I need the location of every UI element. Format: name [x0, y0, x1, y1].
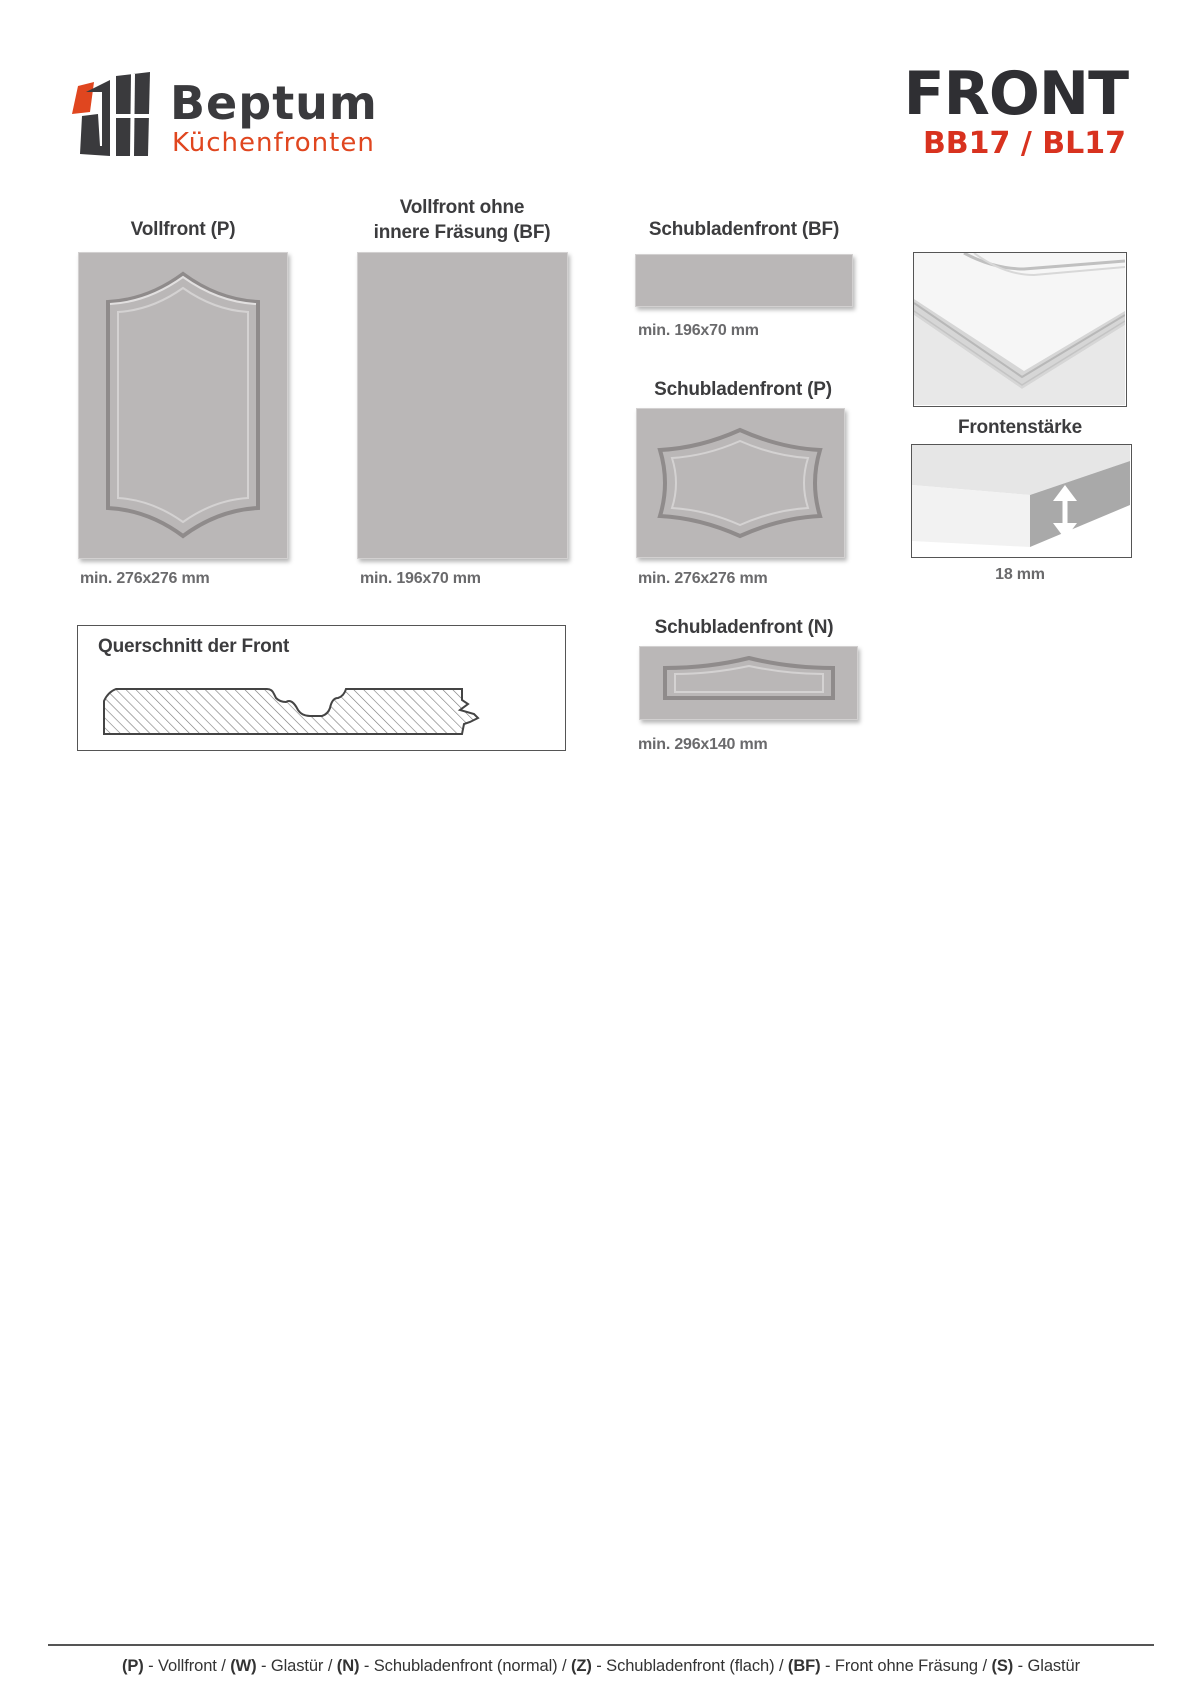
cross-section-box	[77, 625, 566, 751]
thickness-value: 18 mm	[995, 566, 1045, 583]
profile-detail-image	[913, 252, 1127, 407]
legend-code: (N)	[336, 1657, 360, 1675]
page-title: FRONT	[903, 59, 1128, 129]
legend-label: - Schubladenfront (normal) /	[359, 1657, 572, 1675]
brand-name: Beptum	[170, 76, 378, 130]
cross-section-profile	[102, 676, 502, 736]
schublade-bf-title: Schubladenfront (BF)	[648, 219, 840, 240]
vollfront-bf-panel	[357, 252, 568, 559]
schublade-n-min-size: min. 296x140 mm	[638, 736, 768, 753]
legend-label: - Glastür	[1013, 1657, 1081, 1675]
logo-mark-icon	[72, 72, 158, 158]
legend-label: - Front ohne Fräsung /	[820, 1657, 992, 1675]
schublade-p-min-size: min. 276x276 mm	[638, 570, 768, 587]
legend-code: (P)	[121, 1657, 144, 1675]
vollfront-p-title: Vollfront (P)	[130, 219, 236, 240]
thickness-image	[911, 444, 1132, 558]
schublade-p-panel	[636, 408, 845, 558]
vollfront-bf-min-size: min. 196x70 mm	[360, 570, 481, 587]
legend-code: (Z)	[571, 1657, 592, 1675]
footer-divider	[48, 1644, 1154, 1646]
schublade-bf-panel	[635, 254, 853, 307]
schublade-bf-min-size: min. 196x70 mm	[638, 322, 759, 339]
thickness-title: Frontenstärke	[957, 417, 1083, 438]
model-code: BB17 / BL17	[922, 126, 1126, 161]
schublade-p-title: Schubladenfront (P)	[654, 379, 832, 400]
cross-section-title: Querschnitt der Front	[98, 636, 290, 657]
legend-code: (S)	[991, 1657, 1014, 1675]
schublade-n-title: Schubladenfront (N)	[654, 617, 834, 638]
logo	[72, 72, 382, 158]
brand-subtitle: Küchenfronten	[172, 128, 375, 158]
vollfront-bf-title-line2: innere Fräsung (BF)	[373, 222, 551, 243]
vollfront-p-panel	[78, 252, 288, 559]
legend-label: - Glastür /	[256, 1657, 337, 1675]
legend-code: (BF)	[787, 1657, 821, 1675]
footer-legend	[48, 1657, 1154, 1676]
schublade-n-panel	[639, 646, 858, 720]
vollfront-p-min-size: min. 276x276 mm	[80, 570, 210, 587]
legend-label: - Vollfront /	[143, 1657, 231, 1675]
vollfront-bf-title-line1: Vollfront ohne	[399, 197, 525, 218]
legend-label: - Schubladenfront (flach) /	[591, 1657, 788, 1675]
legend-code: (W)	[230, 1657, 257, 1675]
